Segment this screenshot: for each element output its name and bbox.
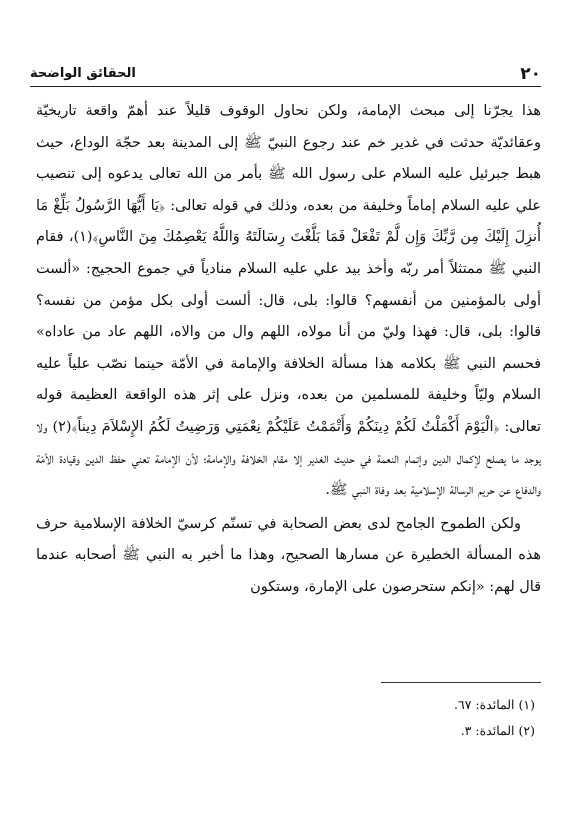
- footnote-1: (١) المائدة: ٦٧.: [454, 697, 535, 712]
- main-text: [36, 96, 541, 604]
- page-number: ٢٠: [520, 64, 541, 84]
- paragraph-companions-ambition: ولكن الطموح الجامح لدى بعض الصحابة في تسنّم كرسيّ الخلافة الإسلامية حرف هذه المسألة الخطيرة عن مسارها الصحيح، وهذا ما أخبر به النبي ﷺ أصحابه عندما قال لهم: «إنكم ستحرصون على الإمارة، وستكون: [36, 515, 541, 595]
- footnote-2: (٢) المائدة: ٣.: [460, 723, 535, 738]
- footnotes: [235, 692, 535, 744]
- page-header: [30, 58, 541, 87]
- paragraph-imamah-ghadir: هذا يجرّنا إلى مبحث الإمامة، ولكن نحاول الوقوف قليلاً عند أهمّ واقعة تاريخيّة وعقائديّة حدثت في غدير خم عند رجوع النبيّ ﷺ إلى المدينة بعد حجّة الوداع، حيث هبط جبرئيل عليه السلام على رسول الله ﷺ بأمر من الله تعالى يدعوه إلى تنصيب علي عليه السلام إماماً وخليفة من بعده، وذلك في قوله تعالى: ﴿يَا أَيُّهَا الرَّسُولُ بَلِّغْ مَا أُنزِلَ إِلَيْكَ مِن رَّبِّكَ وَإِن لَّمْ تَفْعَلْ فَمَا بَلَّغْتَ رِسَالَتَهُ وَاللَّهُ يَعْصِمُكَ مِنَ النَّاسِ﴾(١)، فقام النبي ﷺ ممتثلاً أمر ربّه وأخذ بيد علي عليه السلام منادياً في جموع الحجيج: «ألست أولى بالمؤمنين من أنفسهم؟ قالوا: بلى، قال: ألست أولى بكل مؤمن من نفسه؟ قالوا: بلى، قال: فهذا وليّ من أنا مولاه، اللهم وال من والاه، اللهم عاد من عاداه» فحسم النبي ﷺ بكلامه هذا مسألة الخلافة والإمامة في الأمّة حينما نصّب علياً عليه السلام وليّاً وخليفة للمسلمين من بعده، ونزل على إثر هذه الواقعة العظيمة قوله تعالى: ﴿الْيَوْمَ أَكْمَلْتُ لَكُمْ دِينَكُمْ وَأَتْمَمْتُ عَلَيْكُمْ نِعْمَتِي وَرَضِيتُ لَكُمُ الإِسْلاَمَ دِيناً﴾(٢) ولا يوجد ما يصلح لإكمال الدين وإتمام النعمة في حديث الغدير إلا مقام الخلافة والإمامة؛ لأن الإمامة تعني حفظ الدين وقيادة الأمّة والدفاع عن حريم الرسالة الإسلامية بعد وفاة النبي ﷺ.: [36, 103, 542, 499]
- running-title: الحقائق الواضحة: [30, 66, 136, 81]
- footnote-divider: [381, 682, 541, 683]
